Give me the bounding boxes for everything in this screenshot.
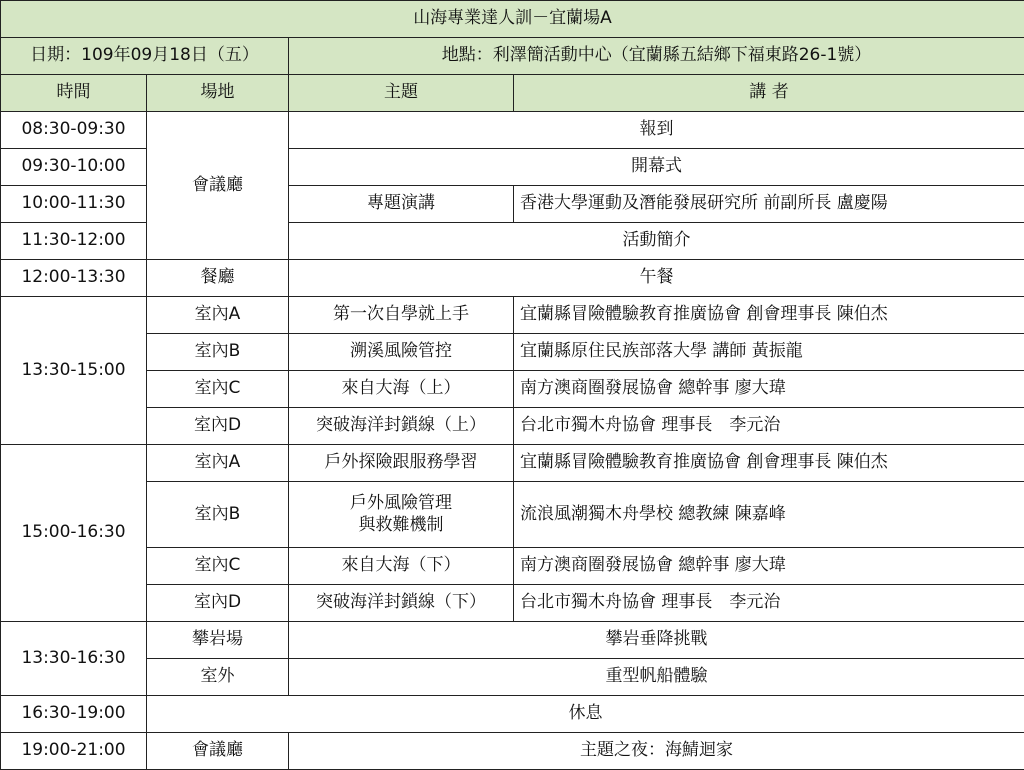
time-cell: 13:30-16:30 [1,622,147,696]
speaker-cell: 台北市獨木舟協會 理事長 李元治 [514,585,1024,622]
speaker-cell: 台北市獨木舟協會 理事長 李元治 [514,408,1024,445]
col-time-header: 時間 [1,75,147,112]
table-row [1,585,1024,622]
speaker-cell: 宜蘭縣冒險體驗教育推廣協會 創會理事長 陳伯杰 [514,297,1024,334]
venue-cell: 室內B [147,482,289,548]
topic-cell: 溯溪風險管控 [289,334,514,371]
venue-cell: 攀岩場 [147,622,289,659]
topic-cell: 專題演講 [289,186,514,223]
event-date: 日期：109年09月18日（五） [1,38,289,75]
time-cell: 11:30-12:00 [1,223,147,260]
topic-cell [289,482,514,548]
speaker-cell: 香港大學運動及潛能發展研究所 前副所長 盧慶陽 [514,186,1024,223]
time-cell: 15:00-16:30 [1,445,147,622]
topic-cell: 第一次自學就上手 [289,297,514,334]
time-cell: 08:30-09:30 [1,112,147,149]
speaker-cell: 南方澳商圈發展協會 總幹事 廖大瑋 [514,548,1024,585]
venue-cell: 室內A [147,297,289,334]
venue-cell: 室外 [147,659,289,696]
content-cell: 報到 [289,112,1024,149]
content-cell: 重型帆船體驗 [289,659,1024,696]
table-row [1,659,1024,696]
col-venue-header: 場地 [147,75,289,112]
venue-cell: 會議廳 [147,733,289,770]
content-cell: 主題之夜：海鯖迴家 [289,733,1024,770]
table-row [1,445,1024,482]
venue-cell: 室內C [147,371,289,408]
speaker-cell: 宜蘭縣冒險體驗教育推廣協會 創會理事長 陳伯杰 [514,445,1024,482]
speaker-cell: 宜蘭縣原住民族部落大學 講師 黃振龍 [514,334,1024,371]
content-cell: 開幕式 [289,149,1024,186]
time-cell: 13:30-15:00 [1,297,147,445]
content-cell: 攀岩垂降挑戰 [289,622,1024,659]
title-row [1,1,1024,38]
speaker-cell: 南方澳商圈發展協會 總幹事 廖大瑋 [514,371,1024,408]
table-row [1,371,1024,408]
table-row [1,408,1024,445]
venue-cell: 室內D [147,408,289,445]
event-location: 地點：利澤簡活動中心（宜蘭縣五結鄉下福東路26-1號） [289,38,1024,75]
table-row [1,696,1024,733]
table-row [1,733,1024,770]
time-cell: 09:30-10:00 [1,149,147,186]
table-row [1,260,1024,297]
topic-cell: 來自大海（上） [289,371,514,408]
time-cell: 16:30-19:00 [1,696,147,733]
table-row [1,482,1024,548]
content-cell: 午餐 [289,260,1024,297]
time-cell: 12:00-13:30 [1,260,147,297]
venue-cell: 室內B [147,334,289,371]
speaker-cell: 流浪風潮獨木舟學校 總教練 陳嘉峰 [514,482,1024,548]
time-cell: 10:00-11:30 [1,186,147,223]
content-cell: 活動簡介 [289,223,1024,260]
topic-line: 與救難機制 [293,515,509,536]
col-speaker-header: 講 者 [514,75,1024,112]
table-row [1,297,1024,334]
info-row [1,38,1024,75]
time-cell: 19:00-21:00 [1,733,147,770]
venue-cell: 室內D [147,585,289,622]
table-row [1,334,1024,371]
venue-cell: 室內A [147,445,289,482]
table-row [1,622,1024,659]
venue-cell: 會議廳 [147,112,289,260]
venue-cell: 室內C [147,548,289,585]
table-row [1,112,1024,149]
topic-cell: 突破海洋封鎖線（上） [289,408,514,445]
column-header-row [1,75,1024,112]
venue-cell: 餐廳 [147,260,289,297]
topic-cell: 來自大海（下） [289,548,514,585]
topic-line: 戶外風險管理 [293,493,509,514]
topic-cell: 戶外探險跟服務學習 [289,445,514,482]
topic-cell: 突破海洋封鎖線（下） [289,585,514,622]
table-row [1,548,1024,585]
content-cell: 休息 [147,696,1024,733]
col-topic-header: 主題 [289,75,514,112]
page-title: 山海專業達人訓－宜蘭場A [1,1,1024,38]
